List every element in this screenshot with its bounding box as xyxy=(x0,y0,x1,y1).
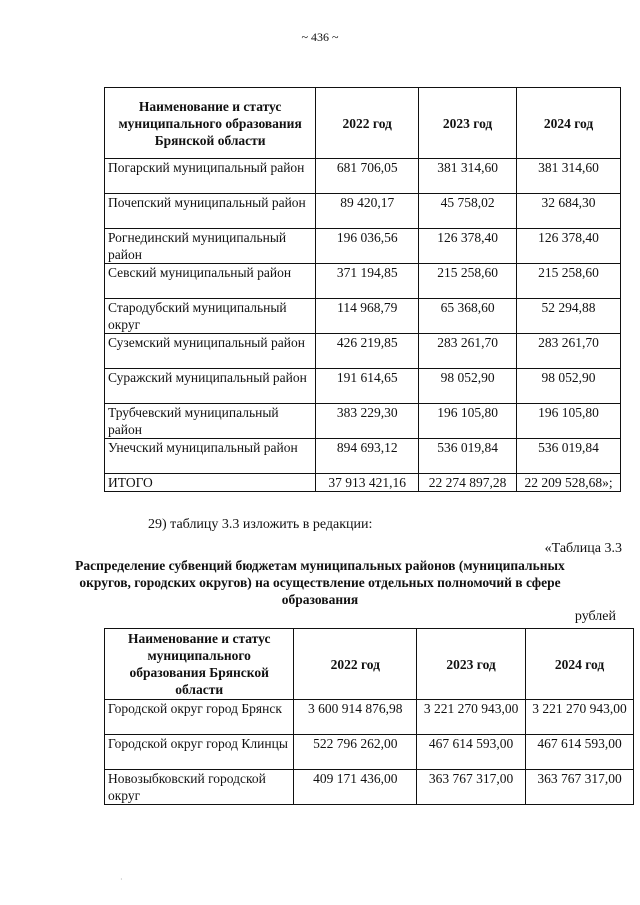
value-2024-cell: 363 767 317,00 xyxy=(526,770,634,805)
municipality-cell: Стародубский муниципальный округ xyxy=(105,299,316,334)
municipality-cell: Суражский муниципальный район xyxy=(105,369,316,404)
value-2023-cell: 3 221 270 943,00 xyxy=(417,700,526,735)
value-2023-cell: 98 052,90 xyxy=(419,369,517,404)
value-2022-cell: 522 796 262,00 xyxy=(294,735,417,770)
value-2022-cell: 426 219,85 xyxy=(316,334,419,369)
value-2023-cell: 45 758,02 xyxy=(419,194,517,229)
value-2022-cell: 681 706,05 xyxy=(316,159,419,194)
municipality-cell: Трубчевский муниципальный район xyxy=(105,404,316,439)
table-row xyxy=(105,770,634,805)
value-2022-cell: 196 036,56 xyxy=(316,229,419,264)
table-header-row xyxy=(105,629,634,700)
municipality-cell: Унечский муниципальный район xyxy=(105,439,316,474)
table-title: Распределение субвенций бюджетам муниципальных районов (муниципальных округов, городских округов) на осуществление отдельных полномочий в сфере образования xyxy=(75,558,565,607)
table-row xyxy=(105,299,621,334)
table-row xyxy=(105,264,621,299)
value-2022-cell: 3 600 914 876,98 xyxy=(294,700,417,735)
value-2024-cell: 196 105,80 xyxy=(517,404,621,439)
value-2022-cell: 409 171 436,00 xyxy=(294,770,417,805)
value-2023-cell: 215 258,60 xyxy=(419,264,517,299)
total-2023: 22 274 897,28 xyxy=(419,474,517,492)
value-2024-cell: 52 294,88 xyxy=(517,299,621,334)
municipality-cell: Почепский муниципальный район xyxy=(105,194,316,229)
value-2024-cell: 283 261,70 xyxy=(517,334,621,369)
municipality-cell: Городской округ город Клинцы xyxy=(105,735,294,770)
value-2022-cell: 89 420,17 xyxy=(316,194,419,229)
total-2022: 37 913 421,16 xyxy=(316,474,419,492)
header-2023: 2023 год xyxy=(419,88,517,159)
value-2023-cell: 65 368,60 xyxy=(419,299,517,334)
value-2024-cell: 3 221 270 943,00 xyxy=(526,700,634,735)
table-row xyxy=(105,334,621,369)
value-2023-cell: 536 019,84 xyxy=(419,439,517,474)
municipality-cell: Рогнединский муниципальный район xyxy=(105,229,316,264)
table-row xyxy=(105,194,621,229)
value-2024-cell: 381 314,60 xyxy=(517,159,621,194)
municipality-cell: Городской округ город Брянск xyxy=(105,700,294,735)
header-2022: 2022 год xyxy=(316,88,419,159)
total-label: ИТОГО xyxy=(105,474,316,492)
value-2023-cell: 283 261,70 xyxy=(419,334,517,369)
header-municipality: Наименование и статус муниципального образования Брянской области xyxy=(105,88,316,159)
table-row xyxy=(105,229,621,264)
value-2023-cell: 363 767 317,00 xyxy=(417,770,526,805)
value-2022-cell: 191 614,65 xyxy=(316,369,419,404)
table-header-row xyxy=(105,88,621,159)
header-2023: 2023 год xyxy=(417,629,526,700)
table-row xyxy=(105,159,621,194)
header-2024: 2024 год xyxy=(526,629,634,700)
value-2024-cell: 32 684,30 xyxy=(517,194,621,229)
page-number: ~ 436 ~ xyxy=(301,30,339,44)
value-2022-cell: 383 229,30 xyxy=(316,404,419,439)
table-row xyxy=(105,369,621,404)
education-subvention-table xyxy=(104,628,634,805)
value-2024-cell: 126 378,40 xyxy=(517,229,621,264)
scan-mark: · xyxy=(120,875,123,884)
table-row xyxy=(105,735,634,770)
value-2023-cell: 467 614 593,00 xyxy=(417,735,526,770)
header-2022: 2022 год xyxy=(294,629,417,700)
amendment-paragraph: 29) таблицу 3.3 изложить в редакции: xyxy=(148,517,373,532)
value-2024-cell: 98 052,90 xyxy=(517,369,621,404)
units-label: рублей xyxy=(574,609,616,624)
value-2022-cell: 114 968,79 xyxy=(316,299,419,334)
total-row xyxy=(105,474,621,492)
header-2024: 2024 год xyxy=(517,88,621,159)
total-2024: 22 209 528,68»; xyxy=(517,474,621,492)
value-2023-cell: 126 378,40 xyxy=(419,229,517,264)
subvention-table-continued xyxy=(104,87,621,492)
municipality-cell: Погарский муниципальный район xyxy=(105,159,316,194)
value-2024-cell: 215 258,60 xyxy=(517,264,621,299)
header-municipality: Наименование и статус муниципального образования Брянской области xyxy=(105,629,294,700)
table-row xyxy=(105,700,634,735)
value-2023-cell: 196 105,80 xyxy=(419,404,517,439)
value-2022-cell: 371 194,85 xyxy=(316,264,419,299)
value-2023-cell: 381 314,60 xyxy=(419,159,517,194)
municipality-cell: Новозыбковский городской округ xyxy=(105,770,294,805)
value-2024-cell: 467 614 593,00 xyxy=(526,735,634,770)
value-2022-cell: 894 693,12 xyxy=(316,439,419,474)
value-2024-cell: 536 019,84 xyxy=(517,439,621,474)
municipality-cell: Севский муниципальный район xyxy=(105,264,316,299)
municipality-cell: Суземский муниципальный район xyxy=(105,334,316,369)
table-label: «Таблица 3.3 xyxy=(544,541,622,556)
table-row xyxy=(105,439,621,474)
table-row xyxy=(105,404,621,439)
